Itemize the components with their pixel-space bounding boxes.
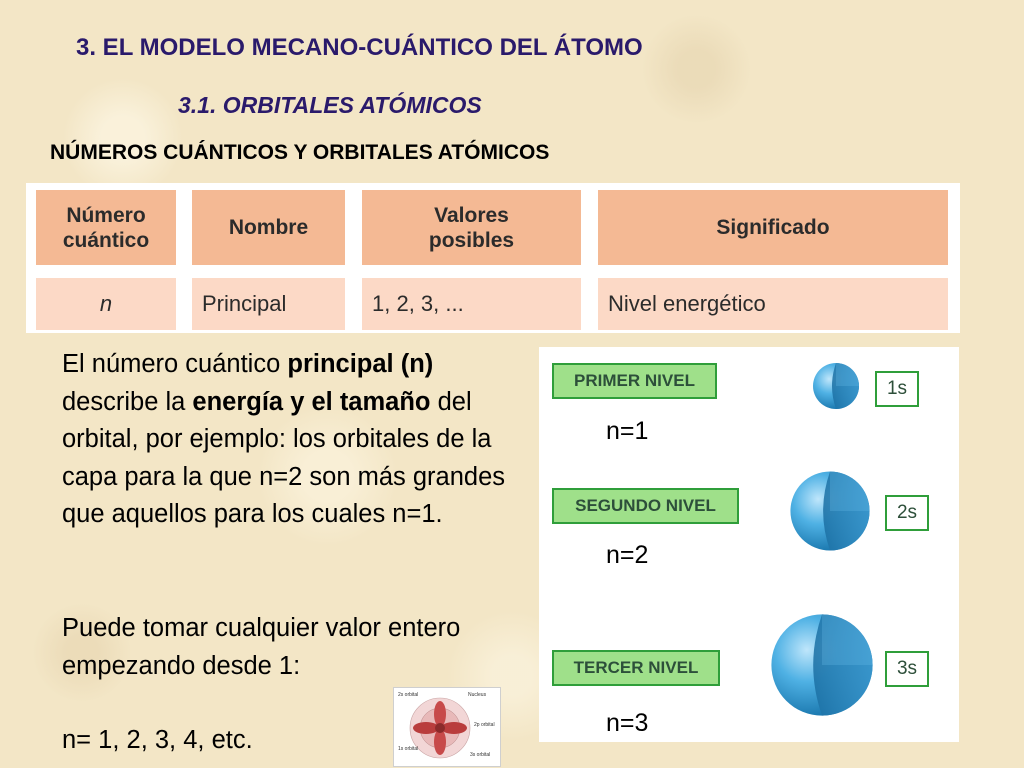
header-line: cuántico [62,228,150,252]
table-heading: NÚMEROS CUÁNTICOS Y ORBITALES ATÓMICOS [50,141,550,164]
n-values-text: n= 1, 2, 3, 4, etc. [62,726,253,754]
orbital-3s-sphere [767,610,877,720]
level-label-third: TERCER NIVEL [552,650,720,686]
orbital-1s-sphere [811,361,861,411]
quantum-number-table [26,183,960,333]
header-line: Valores [434,203,509,227]
thumbnail-label: 2s orbital [398,692,419,698]
orbital-tag-2s: 2s [885,495,929,531]
text-run: del orbital, por ejemplo: los orbitales de la capa para la que n=2 son más grandes que aquellos para los cuales n=1. [62,387,506,528]
atomic-orbitals-thumbnail [393,687,501,767]
thumbnail-label: Nucleus [468,692,487,698]
header-line: Significado [716,216,830,239]
level-label-second: SEGUNDO NIVEL [552,488,739,524]
thumbnail-label: 3s orbital [470,752,491,758]
thumbnail-label: 2p orbital [474,722,495,728]
header-line: Número [66,203,146,227]
orbital-tag-1s: 1s [875,371,919,407]
bold-term: principal (n) [287,350,434,378]
orbital-size-figure [539,347,959,742]
text-run: El número cuántico [62,350,288,378]
header-cell-values [362,190,581,265]
header-cell-name [192,190,345,265]
header-line: Nombre [228,216,309,239]
text-run: describe la [62,387,193,416]
orbital-2s-sphere [787,468,873,554]
row-cell-meaning: Nivel energético [598,278,948,330]
section-subtitle: 3.1. ORBITALES ATÓMICOS [178,92,482,118]
n-label-1: n=1 [606,417,649,445]
header-line: posibles [428,228,515,252]
level-label-first: PRIMER NIVEL [552,363,717,399]
orbital-tag-3s: 3s [885,651,929,687]
value-range-text: Puede tomar cualquier valor entero empezando desde 1: [62,614,461,680]
bold-term: energía y el tamaño [192,387,431,416]
header-cell-meaning [598,190,948,265]
principal-description [62,346,522,534]
n-label-3: n=3 [606,709,649,737]
n-label-2: n=2 [606,541,649,569]
row-cell-name: Principal [192,278,345,330]
thumbnail-label: 1s orbital [398,746,419,752]
row-cell-values: 1, 2, 3, ... [362,278,581,330]
row-cell-symbol: n [36,278,176,330]
header-cell-quantum-number [36,190,176,265]
slide-title: 3. EL MODELO MECANO-CUÁNTICO DEL ÁTOMO [76,34,643,61]
